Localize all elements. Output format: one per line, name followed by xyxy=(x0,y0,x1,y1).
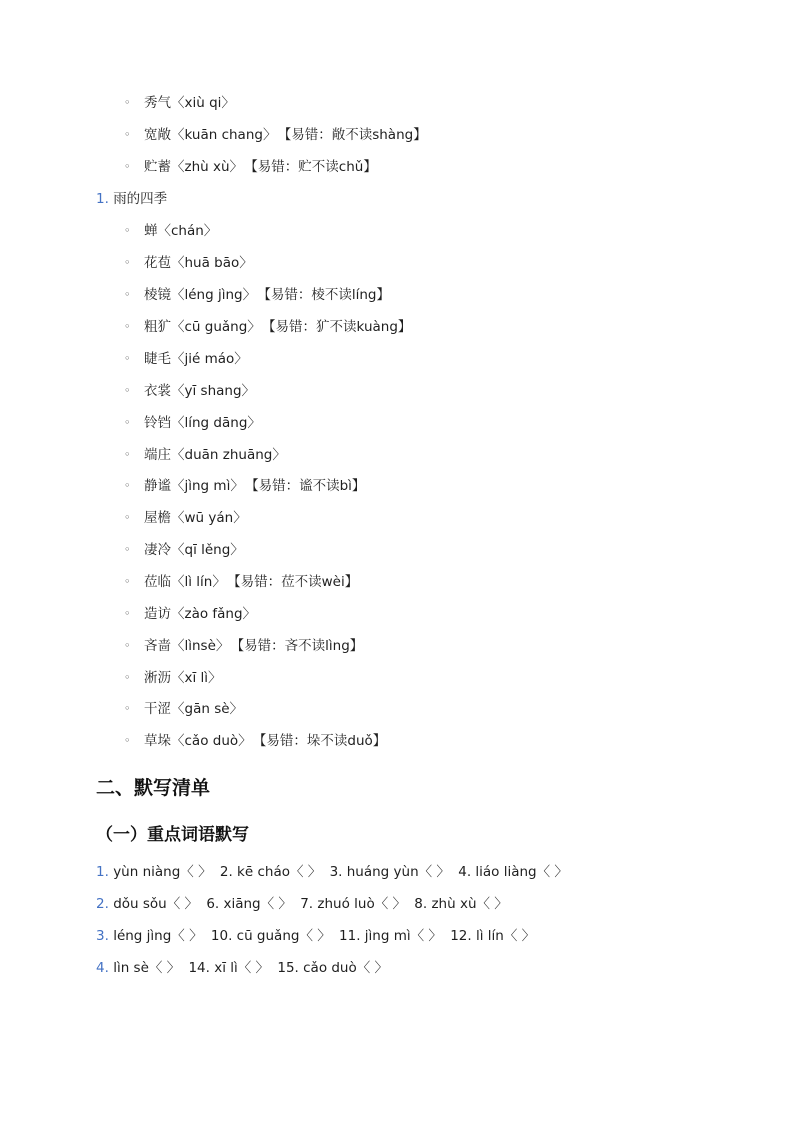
list-item xyxy=(124,253,253,273)
list-item xyxy=(124,317,411,337)
pinyin: 〈xī lì〉 xyxy=(171,670,222,686)
word: 睫毛 xyxy=(144,351,171,367)
bullet-icon: ◦ xyxy=(124,288,131,301)
word: 干涩 xyxy=(144,701,171,717)
row-number: 3. xyxy=(96,928,109,944)
pinyin: 〈lìnsè〉 xyxy=(171,638,230,654)
list-item xyxy=(124,221,217,241)
bullet-icon: ◦ xyxy=(124,734,131,747)
word: 静谧 xyxy=(144,478,171,494)
pinyin: 〈lì lín〉 xyxy=(171,574,226,590)
word: 蝉 xyxy=(144,223,158,239)
bullet-icon: ◦ xyxy=(124,320,131,333)
list-item xyxy=(124,381,255,401)
dictation-item: 14. xī lì〈 〉 xyxy=(188,960,270,976)
bullet-icon: ◦ xyxy=(124,224,131,237)
error-note: 【易错：垛不读duǒ】 xyxy=(259,733,387,749)
word: 端庄 xyxy=(144,447,171,463)
row-number: 1. xyxy=(96,864,109,880)
row-number: 2. xyxy=(96,896,109,912)
dictation-item: 6. xiāng〈 〉 xyxy=(206,896,292,912)
list-item xyxy=(124,731,386,751)
bullet-icon: ◦ xyxy=(124,160,131,173)
pinyin: 〈jìng mì〉 xyxy=(171,478,244,494)
section-title: 雨的四季 xyxy=(113,191,168,207)
word: 衣裳 xyxy=(144,383,171,399)
section-number: 1. xyxy=(96,191,109,207)
list-item xyxy=(124,699,243,719)
bullet-icon: ◦ xyxy=(124,96,131,109)
pinyin: 〈cǎo duò〉 xyxy=(171,733,252,749)
list-item xyxy=(124,604,256,624)
word: 屋檐 xyxy=(144,510,171,526)
word: 凄冷 xyxy=(144,542,171,558)
pinyin: 〈chán〉 xyxy=(157,223,218,239)
bullet-icon: ◦ xyxy=(124,479,131,492)
dictation-row xyxy=(96,862,572,882)
bullet-icon: ◦ xyxy=(124,416,131,429)
error-note: 【易错：莅不读wèi】 xyxy=(233,574,359,590)
dictation-item: léng jìng〈 〉 xyxy=(113,928,203,944)
list-item xyxy=(124,540,244,560)
bullet-icon: ◦ xyxy=(124,128,131,141)
word: 花苞 xyxy=(144,255,171,271)
dictation-item: 7. zhuó luò〈 〉 xyxy=(300,896,406,912)
pinyin: 〈líng dāng〉 xyxy=(171,415,261,431)
dictation-item: lìn sè〈 〉 xyxy=(113,960,181,976)
bullet-icon: ◦ xyxy=(124,352,131,365)
section-heading-level3: （一）重点词语默写 xyxy=(96,825,249,845)
dictation-item: 4. liáo liàng〈 〉 xyxy=(458,864,568,880)
bullet-icon: ◦ xyxy=(124,702,131,715)
dictation-item: 15. cǎo duò〈 〉 xyxy=(277,960,389,976)
list-item xyxy=(124,413,261,433)
pinyin: 〈xiù qi〉 xyxy=(171,95,235,111)
error-note: 【易错：棱不读líng】 xyxy=(264,287,390,303)
error-note: 【易错：犷不读kuàng】 xyxy=(268,319,412,335)
pinyin: 〈wū yán〉 xyxy=(171,510,247,526)
dictation-item: 12. lì lín〈 〉 xyxy=(450,928,536,944)
pinyin: 〈duān zhuāng〉 xyxy=(171,447,286,463)
bullet-icon: ◦ xyxy=(124,639,131,652)
error-note: 【易错：谧不读bì】 xyxy=(251,478,366,494)
pinyin: 〈cū guǎng〉 xyxy=(171,319,261,335)
dictation-item: 3. huáng yùn〈 〉 xyxy=(329,864,450,880)
pinyin: 〈zào fǎng〉 xyxy=(171,606,257,622)
dictation-item: 11. jìng mì〈 〉 xyxy=(339,928,442,944)
bullet-icon: ◦ xyxy=(124,671,131,684)
bullet-icon: ◦ xyxy=(124,448,131,461)
word: 棱镜 xyxy=(144,287,171,303)
word: 造访 xyxy=(144,606,171,622)
dictation-row xyxy=(96,958,392,978)
bullet-icon: ◦ xyxy=(124,607,131,620)
section-heading-level2: 二、默写清单 xyxy=(96,777,211,799)
bullet-icon: ◦ xyxy=(124,256,131,269)
word: 秀气 xyxy=(144,95,171,111)
word: 吝啬 xyxy=(144,638,171,654)
word: 粗犷 xyxy=(144,319,171,335)
row-number: 4. xyxy=(96,960,109,976)
bullet-icon: ◦ xyxy=(124,384,131,397)
dictation-row xyxy=(96,926,539,946)
list-item xyxy=(124,125,427,145)
bullet-icon: ◦ xyxy=(124,511,131,524)
list-item xyxy=(124,349,248,369)
pinyin: 〈gān sè〉 xyxy=(171,701,244,717)
list-item xyxy=(124,285,390,305)
error-note: 【易错：贮不读chǔ】 xyxy=(251,159,377,175)
word: 淅沥 xyxy=(144,670,171,686)
word: 莅临 xyxy=(144,574,171,590)
dictation-item: yùn niàng〈 〉 xyxy=(113,864,212,880)
pinyin: 〈jié máo〉 xyxy=(171,351,248,367)
list-item xyxy=(124,157,377,177)
word: 铃铛 xyxy=(144,415,171,431)
list-item xyxy=(124,445,286,465)
list-item xyxy=(124,476,365,496)
pinyin: 〈yī shang〉 xyxy=(171,383,256,399)
list-item xyxy=(124,636,363,656)
list-item xyxy=(124,508,247,528)
dictation-row xyxy=(96,894,512,914)
error-note: 【易错：敞不读shàng】 xyxy=(284,127,427,143)
bullet-icon: ◦ xyxy=(124,543,131,556)
dictation-item: dǒu sǒu〈 〉 xyxy=(113,896,199,912)
list-item xyxy=(124,572,358,592)
list-item xyxy=(124,93,235,113)
pinyin: 〈huā bāo〉 xyxy=(171,255,253,271)
error-note: 【易错：吝不读lìng】 xyxy=(237,638,364,654)
word: 宽敞 xyxy=(144,127,171,143)
pinyin: 〈kuān chang〉 xyxy=(171,127,277,143)
section-heading xyxy=(96,189,167,209)
list-item xyxy=(124,668,222,688)
pinyin: 〈qī lěng〉 xyxy=(171,542,244,558)
dictation-item: 2. kē cháo〈 〉 xyxy=(219,864,322,880)
word: 草垛 xyxy=(144,733,171,749)
bullet-icon: ◦ xyxy=(124,575,131,588)
word: 贮蓄 xyxy=(144,159,171,175)
dictation-item: 8. zhù xù〈 〉 xyxy=(414,896,508,912)
pinyin: 〈léng jìng〉 xyxy=(171,287,257,303)
pinyin: 〈zhù xù〉 xyxy=(171,159,244,175)
dictation-item: 10. cū guǎng〈 〉 xyxy=(210,928,331,944)
